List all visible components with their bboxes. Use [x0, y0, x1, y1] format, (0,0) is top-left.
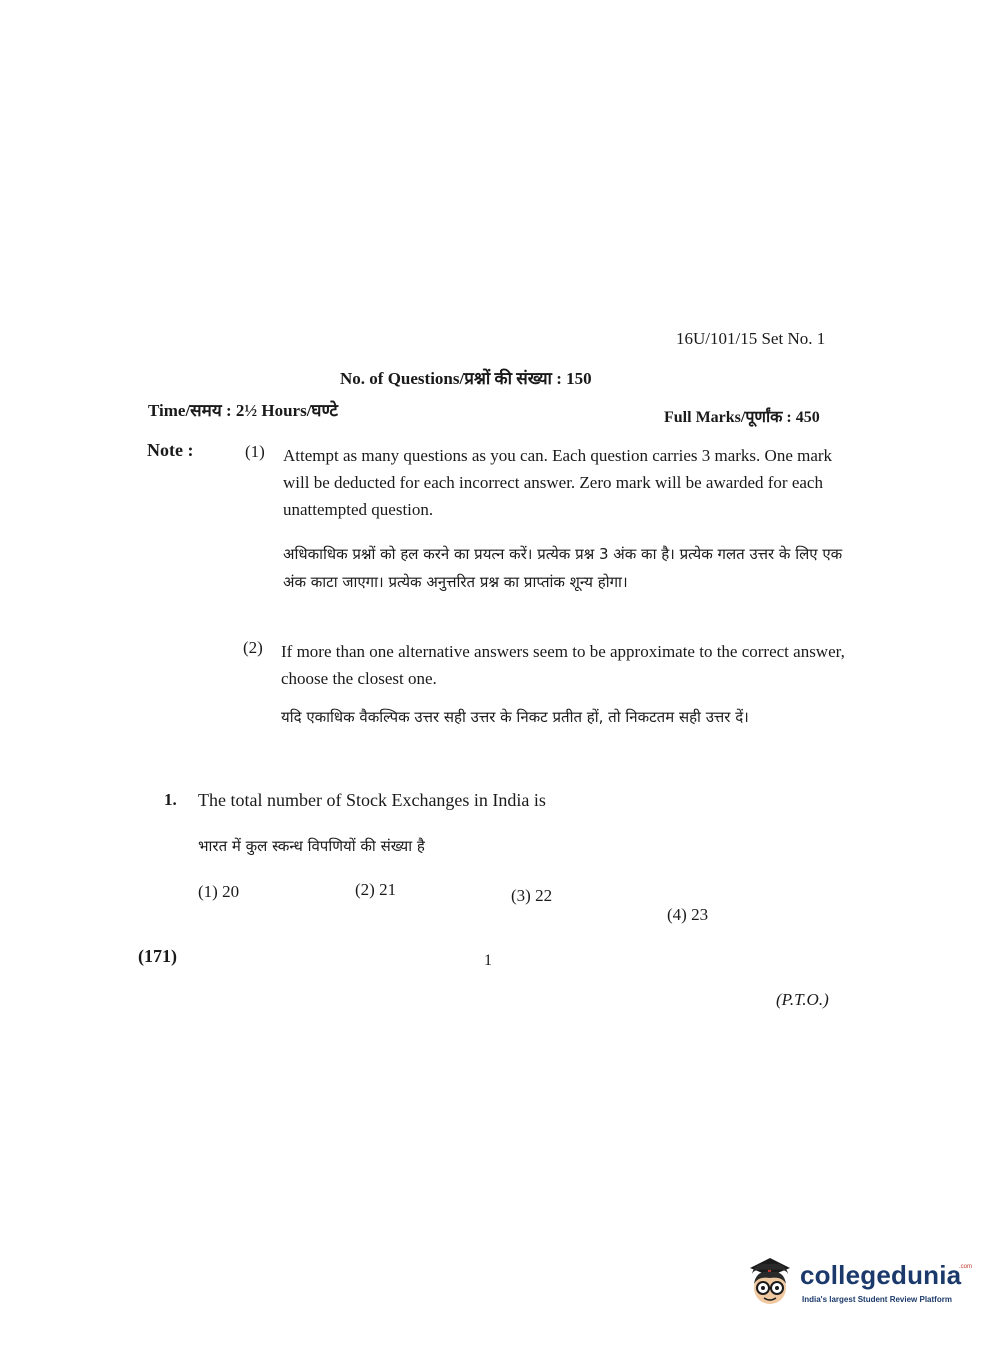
note-label: Note :	[147, 440, 194, 460]
note-1-hindi: अधिकाधिक प्रश्नों को हल करने का प्रयत्न करें। प्रत्येक प्रश्न 3 अंक का है। प्रत्येक गलत उत्तर के लिए एक अंक काटा जाएगा। प्रत्येक अनुत्तरित प्रश्न का प्राप्तांक शून्य होगा।	[283, 545, 843, 591]
set-number: 16U/101/15 Set No. 1	[676, 329, 826, 348]
full-marks: Full Marks/पूर्णांक : 450	[664, 409, 820, 426]
question-1-hindi: भारत में कुल स्कन्ध विपणियों की संख्या है	[198, 837, 425, 855]
question-count: No. of Questions/प्रश्नों की संख्या : 150	[340, 369, 592, 388]
please-turn-over: (P.T.O.)	[776, 990, 829, 1009]
collegedunia-logo	[742, 1250, 972, 1320]
question-1-option-4: (4) 23	[667, 905, 709, 924]
logo-wordmark: collegedunia	[800, 1260, 962, 1290]
note-1-number: (1)	[245, 442, 265, 461]
question-1-option-3: (3) 22	[511, 886, 553, 905]
question-1-option-1: (1) 20	[198, 882, 240, 901]
time-allowed: Time/समय : 2½ Hours/घण्टे	[148, 401, 338, 420]
student-mascot-icon	[742, 1254, 798, 1310]
question-1-number: 1.	[164, 790, 177, 809]
note-1-english: Attempt as many questions as you can. Each question carries 3 marks. One mark will be deducted for each incorrect answer. Zero mark will be awarded for each unattempted question.	[283, 446, 833, 519]
question-1-english: The total number of Stock Exchanges in India is	[198, 790, 546, 810]
logo-suffix: .com	[959, 1264, 973, 1270]
paper-code: (171)	[138, 946, 177, 966]
page-number: 1	[484, 952, 492, 969]
note-2-english: If more than one alternative answers seem to be approximate to the correct answer, choose the closest one.	[281, 642, 845, 688]
logo-tagline: India's largest Student Review Platform	[802, 1295, 952, 1304]
question-1-option-2: (2) 21	[355, 880, 397, 899]
note-2-hindi: यदि एकाधिक वैकल्पिक उत्तर सही उत्तर के निकट प्रतीत हों, तो निकटतम सही उत्तर दें।	[281, 708, 749, 726]
note-2-number: (2)	[243, 638, 263, 657]
